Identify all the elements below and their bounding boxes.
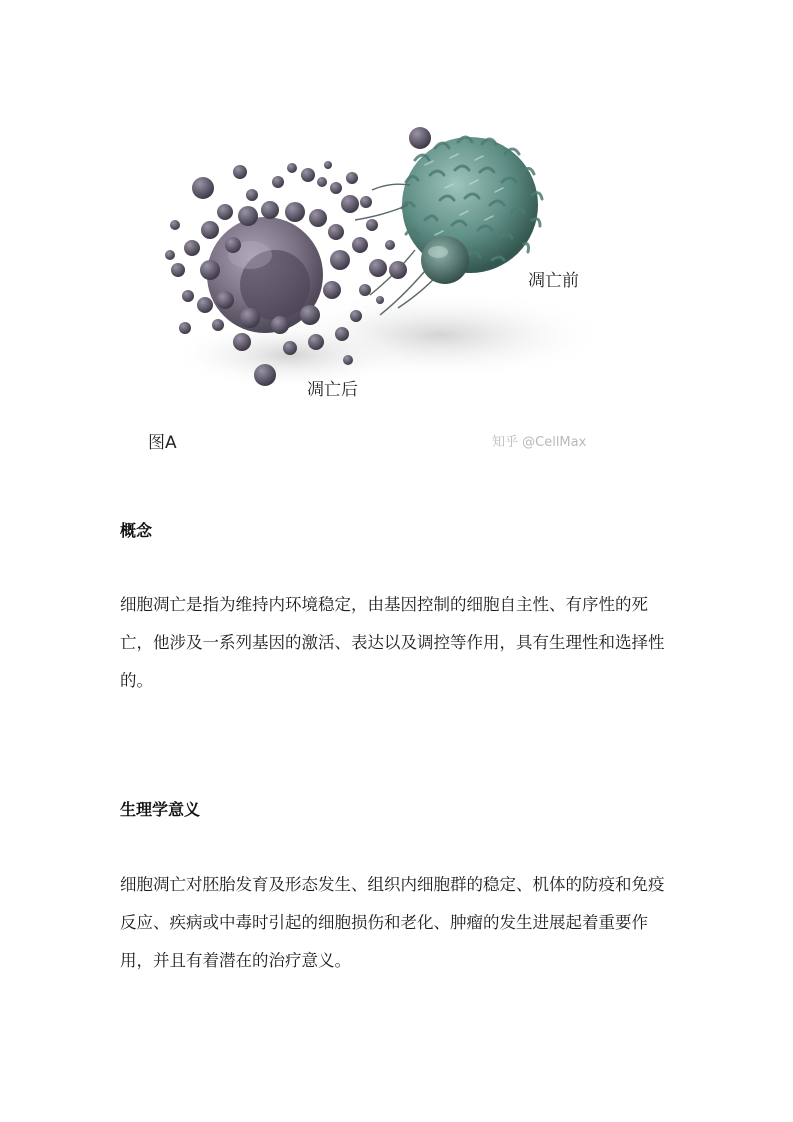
paragraph-significance: 细胞凋亡对胚胎发育及形态发生、组织内细胞群的稳定、机体的防疫和免疫反应、疾病或中毒时引起的细胞损伤和老化、肿瘤的发生进展起着重要作用，并且有着潜在的治疗意义。 <box>120 875 665 970</box>
figure-caption: 图A <box>148 433 177 453</box>
section-heading-concept: 概念 <box>120 521 153 540</box>
section-heading-significance: 生理学意义 <box>120 800 201 819</box>
watermark: 知乎 @CellMax <box>492 435 587 450</box>
healthy-cell <box>355 127 542 315</box>
apoptosis-figure <box>140 120 610 460</box>
paragraph-concept: 细胞凋亡是指为维持内环境稳定，由基因控制的细胞自主性、有序性的死亡，他涉及一系列基因的激活、表达以及调控等作用，具有生理性和选择性的。 <box>120 595 665 690</box>
label-after-apoptosis: 凋亡后 <box>307 380 358 400</box>
label-before-apoptosis: 凋亡前 <box>528 271 579 291</box>
